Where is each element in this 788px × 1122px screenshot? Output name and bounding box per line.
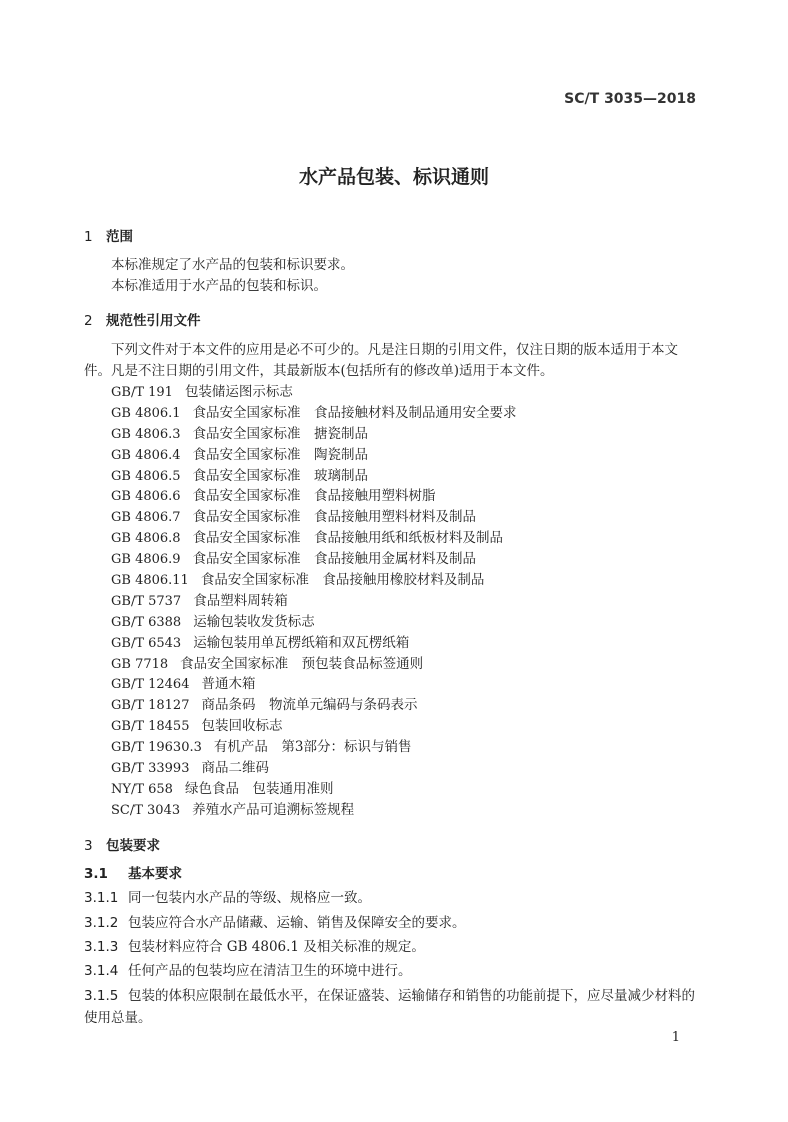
reference-item bbox=[111, 486, 517, 507]
subsection-3-1-heading bbox=[84, 863, 704, 885]
reference-code: GB 4806.5 bbox=[111, 468, 181, 484]
reference-code: SC/T 3043 bbox=[111, 802, 181, 818]
reference-item bbox=[111, 758, 517, 779]
reference-item bbox=[111, 382, 517, 403]
reference-code: GB 4806.7 bbox=[111, 510, 181, 526]
reference-title: 食品安全国家标准 食品接触材料及制品通用安全要求 bbox=[192, 404, 517, 421]
reference-title: 有机产品 第3部分：标识与销售 bbox=[213, 739, 412, 756]
clause-text: 包装的体积应限制在最低水平，在保证盛装、运输储存和销售的功能前提下，应尽量减少材料的使用总量。 bbox=[84, 988, 695, 1026]
reference-item bbox=[111, 800, 517, 821]
reference-code: GB/T 6388 bbox=[111, 614, 182, 630]
reference-item bbox=[111, 654, 517, 675]
reference-title: 食品安全国家标准 食品接触用纸和纸板材料及制品 bbox=[192, 530, 504, 547]
clause-3-1-5 bbox=[84, 985, 704, 1029]
clause-number: 3.1.5 bbox=[84, 988, 119, 1004]
reference-item bbox=[111, 570, 517, 591]
section-2-heading bbox=[84, 309, 201, 329]
reference-code: GB 4806.9 bbox=[111, 552, 181, 568]
reference-item bbox=[111, 674, 517, 695]
clause-number: 3.1.1 bbox=[84, 890, 119, 906]
reference-item bbox=[111, 549, 517, 570]
subsection-title: 基本要求 bbox=[128, 866, 182, 882]
reference-item bbox=[111, 695, 517, 716]
reference-item bbox=[111, 633, 517, 654]
section-title: 规范性引用文件 bbox=[106, 313, 201, 329]
reference-code: GB 4806.3 bbox=[111, 426, 181, 442]
reference-title: 食品安全国家标准 食品接触用金属材料及制品 bbox=[192, 551, 477, 568]
clause-text: 包装材料应符合 GB 4806.1 及相关标准的规定。 bbox=[128, 939, 425, 955]
reference-item bbox=[111, 445, 517, 466]
references-intro: 下列文件对于本文件的应用是必不可少的。凡是注日期的引用文件，仅注日期的版本适用于本文件。凡是不注日期的引用文件，其最新版本(包括所有的修改单)适用于本文件。 bbox=[84, 342, 678, 379]
reference-code: GB 4806.1 bbox=[111, 405, 181, 421]
reference-title: 食品安全国家标准 陶瓷制品 bbox=[192, 446, 369, 463]
reference-item bbox=[111, 737, 517, 758]
section-number: 3 bbox=[84, 838, 93, 854]
scope-paragraph-2: 本标准适用于水产品的包装和标识。 bbox=[111, 278, 327, 294]
reference-title: 商品二维码 bbox=[201, 760, 269, 777]
standard-code: SC/T 3035—2018 bbox=[564, 91, 696, 107]
reference-title: 普通木箱 bbox=[201, 676, 256, 693]
clause-number: 3.1.2 bbox=[84, 915, 119, 931]
clause-number: 3.1.3 bbox=[84, 939, 119, 955]
reference-item bbox=[111, 779, 517, 800]
scope-paragraph-1: 本标准规定了水产品的包装和标识要求。 bbox=[111, 257, 354, 273]
reference-item bbox=[111, 403, 517, 424]
reference-title: 养殖水产品可追溯标签规程 bbox=[192, 801, 355, 818]
clause-3-1-2 bbox=[84, 912, 704, 934]
reference-item bbox=[111, 716, 517, 737]
clause-text: 任何产品的包装均应在清洁卫生的环境中进行。 bbox=[128, 963, 412, 979]
clause-number: 3.1.4 bbox=[84, 963, 119, 979]
reference-list bbox=[111, 382, 517, 821]
reference-item bbox=[111, 466, 517, 487]
clause-3-1-4 bbox=[84, 960, 704, 982]
subsection-number: 3.1 bbox=[84, 866, 108, 882]
reference-title: 运输包装收发货标志 bbox=[193, 613, 315, 630]
reference-code: GB/T 33993 bbox=[111, 761, 190, 777]
reference-title: 食品安全国家标准 预包装食品标签通则 bbox=[180, 655, 424, 672]
reference-title: 食品安全国家标准 搪瓷制品 bbox=[192, 425, 369, 442]
reference-item bbox=[111, 424, 517, 445]
reference-code: GB/T 19630.3 bbox=[111, 740, 202, 756]
reference-code: GB/T 18127 bbox=[111, 698, 190, 714]
reference-code: GB/T 5737 bbox=[111, 593, 182, 609]
section-1-heading bbox=[84, 225, 133, 245]
reference-code: GB 7718 bbox=[111, 656, 169, 672]
clause-text: 包装应符合水产品储藏、运输、销售及保障安全的要求。 bbox=[128, 915, 466, 931]
reference-code: GB/T 18455 bbox=[111, 719, 190, 735]
reference-code: GB/T 12464 bbox=[111, 677, 190, 693]
reference-title: 包装储运图示标志 bbox=[184, 384, 293, 400]
section-number: 2 bbox=[84, 313, 93, 329]
reference-code: GB/T 191 bbox=[111, 385, 173, 400]
reference-title: 食品塑料周转箱 bbox=[193, 592, 288, 609]
reference-title: 绿色食品 包装通用准则 bbox=[184, 780, 334, 797]
reference-title: 食品安全国家标准 玻璃制品 bbox=[192, 467, 369, 484]
reference-code: GB 4806.11 bbox=[111, 573, 189, 589]
reference-title: 食品安全国家标准 食品接触用塑料树脂 bbox=[192, 488, 436, 505]
section-3-heading bbox=[84, 834, 160, 854]
reference-title: 商品条码 物流单元编码与条码表示 bbox=[201, 697, 418, 714]
reference-item bbox=[111, 591, 517, 612]
section-number: 1 bbox=[84, 229, 93, 245]
reference-title: 食品安全国家标准 食品接触用橡胶材料及制品 bbox=[200, 572, 485, 589]
section-title: 范围 bbox=[106, 229, 133, 245]
reference-title: 食品安全国家标准 食品接触用塑料材料及制品 bbox=[192, 509, 477, 526]
reference-title: 包装回收标志 bbox=[201, 718, 283, 735]
reference-item bbox=[111, 507, 517, 528]
clause-text: 同一包装内水产品的等级、规格应一致。 bbox=[128, 890, 371, 906]
document-title: 水产品包装、标识通则 bbox=[298, 166, 489, 188]
reference-item bbox=[111, 612, 517, 633]
reference-code: GB 4806.8 bbox=[111, 531, 181, 547]
clause-3-1-3 bbox=[84, 936, 704, 958]
reference-code: GB/T 6543 bbox=[111, 635, 182, 651]
reference-code: GB 4806.4 bbox=[111, 447, 181, 463]
section-title: 包装要求 bbox=[106, 838, 160, 854]
page-number: 1 bbox=[671, 1030, 680, 1045]
clause-3-1-1 bbox=[84, 887, 704, 909]
reference-code: NY/T 658 bbox=[111, 781, 173, 797]
reference-title: 运输包装用单瓦楞纸箱和双瓦楞纸箱 bbox=[193, 634, 410, 651]
reference-code: GB 4806.6 bbox=[111, 489, 181, 505]
reference-item bbox=[111, 528, 517, 549]
